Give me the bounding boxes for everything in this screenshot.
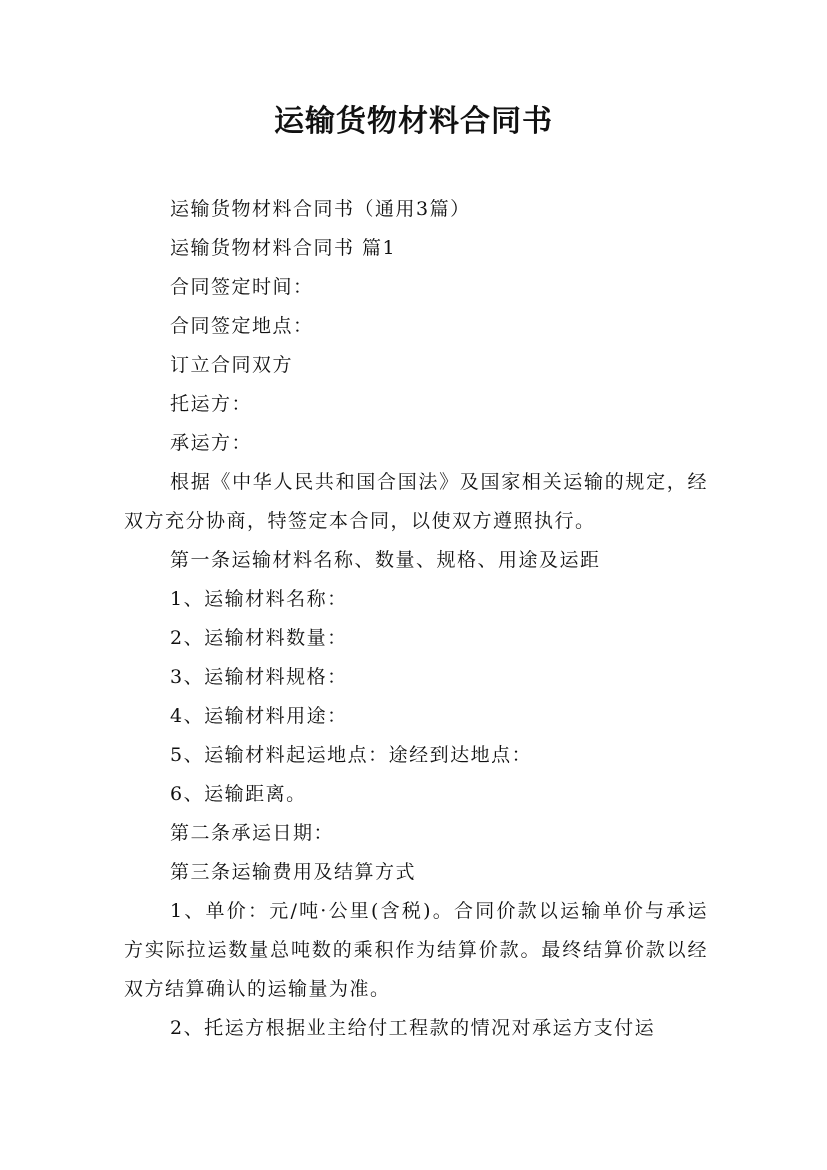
paragraph-article-3: 第三条运输费用及结算方式 xyxy=(170,861,417,883)
paragraph-shipper: 托运方： xyxy=(170,393,253,415)
paragraph-item-5: 5、运输材料起运地点：途经到达地点： xyxy=(170,744,533,766)
paragraph-heading-part1: 运输货物材料合同书 篇1 xyxy=(170,237,397,259)
paragraph-preamble: 根据《中华人民共和国合国法》及国家相关运输的规定，经双方充分协商，特签定本合同，以使双方遵照执行。 xyxy=(124,471,708,532)
paragraph-item-1: 1、运输材料名称： xyxy=(170,588,348,610)
paragraph-sign-time: 合同签定时间： xyxy=(170,276,314,298)
paragraph-article-1: 第一条运输材料名称、数量、规格、用途及运距 xyxy=(170,549,601,571)
paragraph-parties: 订立合同双方 xyxy=(170,354,294,376)
paragraph-item-4: 4、运输材料用途： xyxy=(170,705,348,727)
paragraph-sign-place: 合同签定地点： xyxy=(170,315,314,337)
paragraph-item-2: 2、运输材料数量： xyxy=(170,627,348,649)
paragraph-carrier: 承运方： xyxy=(170,432,253,454)
paragraph-payment-clause: 2、托运方根据业主给付工程款的情况对承运方支付运 xyxy=(170,1017,656,1039)
paragraph-price-clause: 1、单价：元/吨·公里(含税)。合同价款以运输单价与承运方实际拉运数量总吨数的乘积作为结算价款。最终结算价款以经双方结算确认的运输量为准。 xyxy=(124,900,708,1000)
paragraph-article-2: 第二条承运日期： xyxy=(170,822,335,844)
paragraph-item-3: 3、运输材料规格： xyxy=(170,666,348,688)
document-body xyxy=(124,190,708,1048)
paragraph-item-6: 6、运输距离。 xyxy=(170,783,307,805)
paragraph-heading-collection: 运输货物材料合同书（通用3篇） xyxy=(170,198,471,220)
document-title: 运输货物材料合同书 xyxy=(274,104,553,139)
